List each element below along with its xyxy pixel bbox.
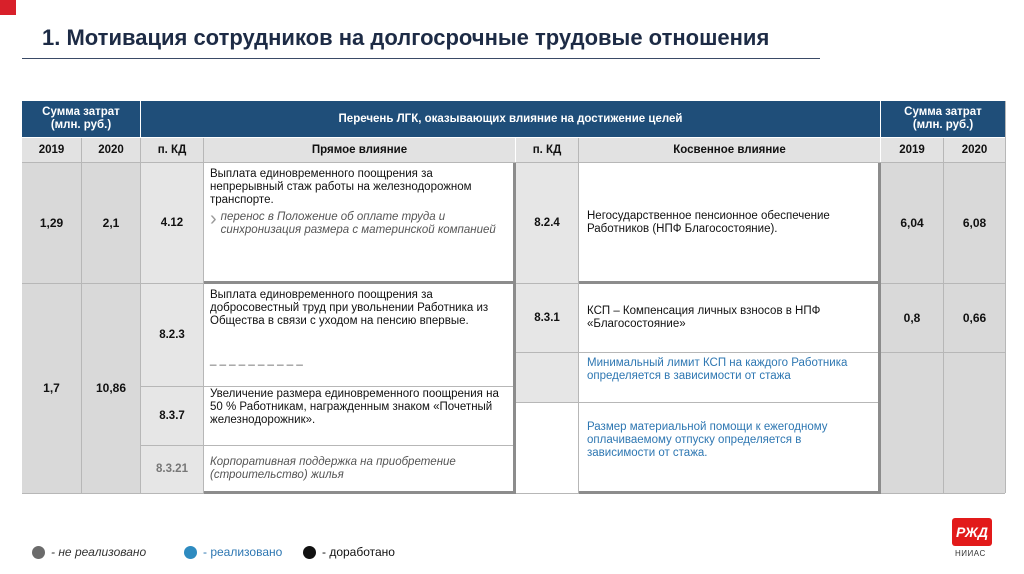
rzd-logo: РЖД [952, 518, 992, 546]
header-direct: Прямое влияние [204, 138, 515, 162]
grid-line [516, 402, 880, 403]
row2-direct-c: Корпоративная поддержка на приобретение (строительство) жилья [204, 446, 515, 493]
row1-direct-text: Выплата единовременного поощрения за непрерывный стаж работы на железнодорожном транспорте. [210, 168, 472, 206]
row2-left-2019: 1,7 [22, 284, 81, 493]
header-list: Перечень ЛГК, оказывающих влияние на достижение целей [141, 101, 880, 137]
row2-indirect-c: Размер материальной помощи к ежегодному оплачиваемому отпуску определяется в зависимости от стажа. [579, 403, 880, 493]
cell-shadow [579, 281, 879, 284]
cell-shadow [204, 281, 514, 284]
row1-kd: 4.12 [141, 163, 203, 283]
row2-right-2019-empty [881, 353, 943, 493]
grid-line [516, 352, 1005, 353]
row2-indirect-a: КСП – Компенсация личных взносов в НПФ «Благосостояние» [579, 284, 880, 352]
row2-dashes: _ _ _ _ _ _ _ _ _ _ [210, 354, 303, 366]
title-underline [22, 58, 820, 59]
header-2019-right: 2019 [881, 138, 943, 162]
row2-kd-c: 8.3.21 [141, 446, 203, 493]
page-title: 1. Мотивация сотрудников на долгосрочные трудовые отношения [42, 25, 770, 50]
chevron-right-icon: › [210, 208, 217, 230]
grid-line [578, 138, 579, 493]
row2-kd-a: 8.2.3 [141, 284, 203, 386]
row1-direct [204, 163, 515, 283]
header-2020-right: 2020 [944, 138, 1005, 162]
grid-line [1005, 101, 1006, 493]
legend-refined-label: - доработано [322, 545, 395, 559]
header-2020-left: 2020 [82, 138, 140, 162]
row2-right-2019: 0,8 [881, 284, 943, 352]
gray-dot-icon [32, 546, 45, 559]
row2-direct-a [204, 284, 515, 386]
row1-right-2020: 6,08 [944, 163, 1005, 283]
header-sum-right: Сумма затрат (млн. руб.) [881, 101, 1005, 137]
legend-implemented-label: - реализовано [203, 545, 283, 559]
row1-indirect: Негосударственное пенсионное обеспечение Работников (НПФ Благосостояние). [579, 163, 880, 283]
cell-shadow [579, 491, 879, 494]
row2-kd2-empty-b [516, 353, 578, 402]
row2-left-2020: 10,86 [82, 284, 140, 493]
legend-not-implemented [32, 545, 146, 559]
cell-shadow [204, 491, 514, 494]
row1-left-2019: 1,29 [22, 163, 81, 283]
logo-caption: НИИАС [955, 549, 986, 558]
grid-line [81, 138, 82, 493]
row2-right-2020: 0,66 [944, 284, 1005, 352]
cell-shadow [513, 163, 516, 494]
row2-direct-b: Увеличение размера единовременного поощрения на 50 % Работникам, награжденным знаком «Почетный железнодорожник». [204, 387, 515, 445]
corner-accent [0, 0, 16, 15]
row1-left-2020: 2,1 [82, 163, 140, 283]
row1-kd2: 8.2.4 [516, 163, 578, 283]
row1-right-2019: 6,04 [881, 163, 943, 283]
header-sum-left: Сумма затрат (млн. руб.) [22, 101, 140, 137]
grid-line [141, 445, 515, 446]
row2-indirect-b: Минимальный лимит КСП на каждого Работника определяется в зависимости от стажа [579, 353, 880, 402]
header-indirect: Косвенное влияние [579, 138, 880, 162]
blue-dot-icon [184, 546, 197, 559]
header-kd-indirect: п. КД [516, 138, 578, 162]
row2-kd-b: 8.3.7 [141, 387, 203, 445]
cell-shadow [878, 163, 881, 494]
header-2019-left: 2019 [22, 138, 81, 162]
grid-line [203, 138, 204, 493]
legend-implemented [184, 545, 282, 559]
row2-kd2-empty-c [516, 403, 578, 493]
black-dot-icon [303, 546, 316, 559]
row2-right-2020-empty [944, 353, 1005, 493]
grid-line [140, 138, 141, 493]
legend-not-implemented-label: - не реализовано [51, 545, 147, 559]
header-kd-direct: п. КД [141, 138, 203, 162]
row1-direct-note: перенос в Положение об оплате труда и синхронизация размера с материнской компанией [220, 211, 496, 236]
grid-line [943, 138, 944, 493]
row1-direct-note-wrap [210, 208, 509, 237]
row2-kd2: 8.3.1 [516, 284, 578, 352]
row2-direct-a-text: Выплата единовременного поощрения за добросовестный труд при увольнении Работника из Общества в связи с уходом на пенсию впервые. [210, 289, 489, 327]
grid-line [141, 386, 515, 387]
legend-refined [303, 545, 395, 559]
